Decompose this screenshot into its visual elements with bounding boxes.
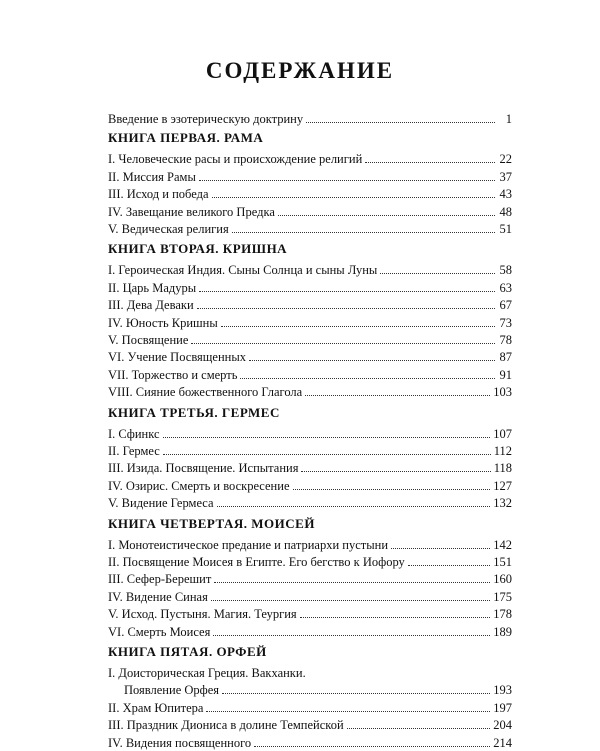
page-number: 1 [505, 112, 512, 126]
entry-title: VI. Смерть Моисея [108, 624, 211, 639]
entry-title: V. Исход. Пустыня. Магия. Теургия [108, 607, 297, 622]
page-number: 48 [499, 204, 512, 219]
toc-entry[interactable] [108, 261, 512, 278]
toc-entry[interactable] [108, 570, 512, 587]
toc-entry[interactable] [108, 366, 512, 383]
entry-title: I. Доисторическая Греция. Вакханки. [108, 666, 306, 680]
page-number: 151 [493, 555, 512, 569]
dot-leader [206, 711, 490, 712]
entry-title: III. Праздник Диониса в долине Темпейской [108, 718, 344, 733]
toc-entry[interactable] [108, 279, 512, 296]
toc-entry[interactable] [108, 588, 512, 605]
toc-entry[interactable] [108, 699, 512, 716]
dot-leader [197, 308, 495, 309]
toc-entry[interactable] [108, 348, 512, 365]
page-number: 132 [493, 496, 512, 511]
dot-leader [191, 343, 495, 344]
toc-entry[interactable] [108, 383, 512, 400]
toc-entry[interactable] [108, 331, 512, 348]
book-heading: КНИГА ТРЕТЬЯ. ГЕРМЕС [108, 404, 280, 420]
dot-leader [211, 600, 490, 601]
toc-entry-continuation[interactable] [124, 681, 512, 698]
page-number: 214 [493, 735, 512, 750]
page-number: 160 [493, 572, 512, 587]
page-number: 204 [493, 718, 512, 733]
toc-entry[interactable] [108, 664, 512, 681]
dot-leader [212, 197, 495, 198]
dot-leader [222, 693, 490, 694]
page-number: 189 [493, 624, 512, 639]
dot-leader [249, 360, 495, 361]
entry-title: IV. Юность Кришны [108, 315, 218, 330]
page-number: 22 [499, 152, 512, 167]
toc-entry[interactable] [108, 442, 512, 459]
toc-entry[interactable] [108, 150, 512, 167]
toc-entry[interactable] [108, 296, 512, 313]
entry-title: III. Исход и победа [108, 187, 209, 202]
dot-leader [254, 746, 490, 747]
entry-title: VI. Учение Посвященных [108, 350, 247, 365]
dot-leader [365, 162, 495, 163]
dot-leader [199, 291, 495, 292]
toc-entry[interactable] [108, 168, 512, 185]
page-title: СОДЕРЖАНИЕ [205, 58, 395, 83]
toc-entry-intro[interactable] [108, 110, 512, 127]
entry-title: III. Изида. Посвящение. Испытания [108, 461, 299, 476]
entry-title: II. Миссия Рамы [108, 169, 196, 184]
page-number: 73 [499, 315, 512, 330]
book-heading: КНИГА ВТОРАЯ. КРИШНА [108, 241, 288, 257]
toc-entry[interactable] [108, 553, 512, 570]
toc-entry[interactable] [108, 623, 512, 640]
dot-leader [217, 506, 491, 507]
entry-title: III. Дева Деваки [108, 298, 194, 313]
page-number: 175 [493, 589, 512, 604]
book-heading: КНИГА ПЕРВАЯ. РАМА [108, 130, 264, 146]
entry-title: II. Посвящение Моисея в Египте. Его бегство к Иофору [108, 555, 405, 569]
page-number: 37 [499, 169, 512, 184]
entry-title: V. Посвящение [108, 333, 189, 347]
entry-title: Введение в эзотерическую доктрину [108, 112, 304, 126]
dot-leader [408, 565, 490, 566]
entry-title: II. Гермес [108, 444, 160, 458]
dot-leader [380, 273, 495, 274]
dot-leader [214, 582, 490, 583]
dot-leader [391, 548, 490, 549]
page-number: 78 [499, 333, 512, 347]
dot-leader [301, 471, 490, 472]
toc-entry[interactable] [108, 734, 512, 751]
page-number: 43 [499, 187, 512, 202]
book-heading: КНИГА ЧЕТВЕРТАЯ. МОИСЕЙ [108, 515, 315, 531]
entry-title: IV. Озирис. Смерть и воскресение [108, 478, 290, 493]
dot-leader [278, 215, 495, 216]
toc-entry[interactable] [108, 459, 512, 476]
page-number: 178 [493, 607, 512, 622]
entry-title: VIII. Сияние божественного Глагола [108, 385, 303, 400]
entry-title: V. Ведическая религия [108, 222, 229, 236]
page-number: 197 [493, 700, 512, 715]
page-number: 103 [493, 385, 512, 400]
entry-title: II. Царь Мадуры [108, 280, 197, 295]
toc-entry[interactable] [108, 605, 512, 622]
page-number: 91 [499, 367, 512, 382]
toc-entry[interactable] [108, 477, 512, 494]
dot-leader [305, 395, 490, 396]
dot-leader [232, 232, 495, 233]
toc-entry[interactable] [108, 220, 512, 237]
entry-title: I. Сфинкс [108, 426, 160, 441]
dot-leader [213, 635, 490, 636]
entry-title: IV. Завещание великого Предка [108, 204, 275, 219]
toc-entry[interactable] [108, 425, 512, 442]
dot-leader [199, 180, 495, 181]
dot-leader [221, 326, 495, 327]
page-number: 87 [499, 350, 512, 365]
entry-title: I. Человеческие расы и происхождение религий [108, 152, 363, 167]
page-number: 51 [499, 222, 512, 236]
entry-title: V. Видение Гермеса [108, 496, 214, 511]
page-number: 63 [499, 280, 512, 295]
page-number: 58 [499, 263, 512, 278]
toc-entry[interactable] [108, 536, 512, 553]
page-number: 112 [493, 444, 512, 458]
entry-title: IV. Видения посвященного [108, 735, 252, 750]
page-number: 142 [493, 537, 512, 552]
dot-leader [300, 617, 491, 618]
page-number: 118 [493, 461, 512, 476]
dot-leader [163, 437, 491, 438]
dot-leader [293, 489, 491, 490]
toc-entry[interactable] [108, 314, 512, 331]
toc-entry[interactable] [108, 203, 512, 220]
entry-title: II. Храм Юпитера [108, 700, 204, 715]
dot-leader [306, 122, 495, 123]
entry-title: I. Монотеистическое предание и патриархи пустыни [108, 537, 389, 552]
dot-leader [240, 378, 495, 379]
entry-title: VII. Торжество и смерть [108, 367, 238, 382]
page-number: 193 [493, 683, 512, 698]
dot-leader [347, 728, 491, 729]
toc-entry[interactable] [108, 494, 512, 511]
entry-title: IV. Видение Синая [108, 589, 208, 604]
entry-title-continuation: Появление Орфея [124, 683, 220, 698]
page-number: 67 [499, 298, 512, 313]
toc-entry[interactable] [108, 185, 512, 202]
book-heading: КНИГА ПЯТАЯ. ОРФЕЙ [108, 644, 267, 659]
toc-entry[interactable] [108, 716, 512, 733]
entry-title: III. Сефер-Берешит [108, 572, 212, 587]
entry-title: I. Героическая Индия. Сыны Солнца и сыны Луны [108, 263, 378, 278]
page-number: 127 [493, 478, 512, 493]
dot-leader [163, 454, 491, 455]
page-number: 107 [493, 426, 512, 441]
